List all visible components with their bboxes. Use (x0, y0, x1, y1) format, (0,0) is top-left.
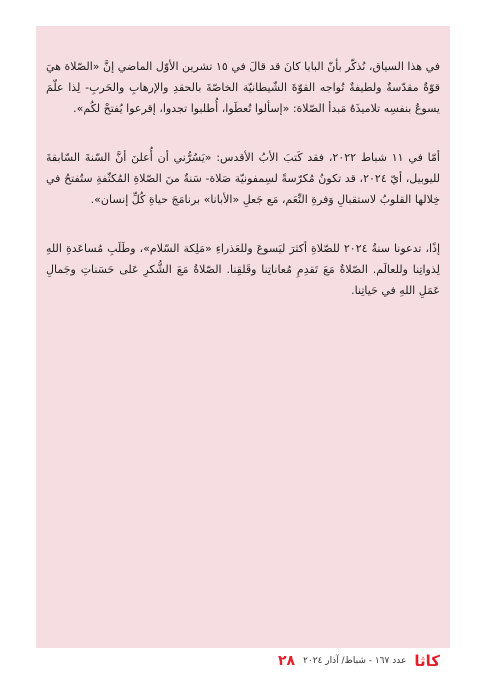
issue-info: عدد ١٦٧ - شباط/ آذار ٢٠٢٤ (303, 656, 407, 666)
paragraph-3: إذًا، تدعونا سنةُ ٢٠٢٤ للصّلاةِ أكثرَ ليَسوعَ وللعَذراءِ «مَلِكة السّلام»، وطَلَبِ مُساعَدةِ اللهِ لِذواتِنا وللعالَم. الصّلاةُ مَعَ تَقدِمِ مُعاناتِنا وقَلقِنا. الصّلاةُ مَعَ الشُّكرِ عَلى حَسَناتِ وجَمالِ عَمَلِ اللهِ في حَياتِنا. (46, 242, 441, 297)
article-body (46, 56, 440, 329)
magazine-logo: كاثا (414, 652, 440, 670)
page-footer (278, 652, 440, 670)
paragraph-2: أمّا في ١١ شباط ٢٠٢٢، فقد كَتبَ الأبُ الأقدس: «يَسُرُّني أن أُعلنَ أنَّ السّنةَ السّابقةَ لليوبيل، أيّ ٢٠٢٤، قد تكونُ مُكرّسةً لسِمفونيّة صَلاة- سَنةٌ منَ الصّلاةِ المُكثّفةِ ستُفتحُ في خِلالها القلوبُ لاستقبالِ وَفرةِ النِّعَم، مَع جَعلِ «الأبانا» برنامَجَ حياةِ كُلِّ إنسان». (46, 151, 440, 206)
page-number: ٢٨ (278, 653, 296, 669)
paragraph-1: في هذا السياق، نُذكّر بأنّ البابا كانَ قد قالَ في ١٥ تشرين الأوّل الماضي إنَّ «الصّلاة هيَ قوّةٌ مقدّسةٌ ولطيفةٌ تُواجه القوّةَ الشّيطانيّة الخاصّةَ بالحقدِ والإرهابِ والحَربِ- لِذا علّمَ يسوعُ بنفسِه تلاميذَهُ مَبدأ الصّلاة: «إسألوا تُعطَوا، أُطلبوا تجدوا، إقرعوا يُفتحْ لكُم». (46, 60, 440, 115)
